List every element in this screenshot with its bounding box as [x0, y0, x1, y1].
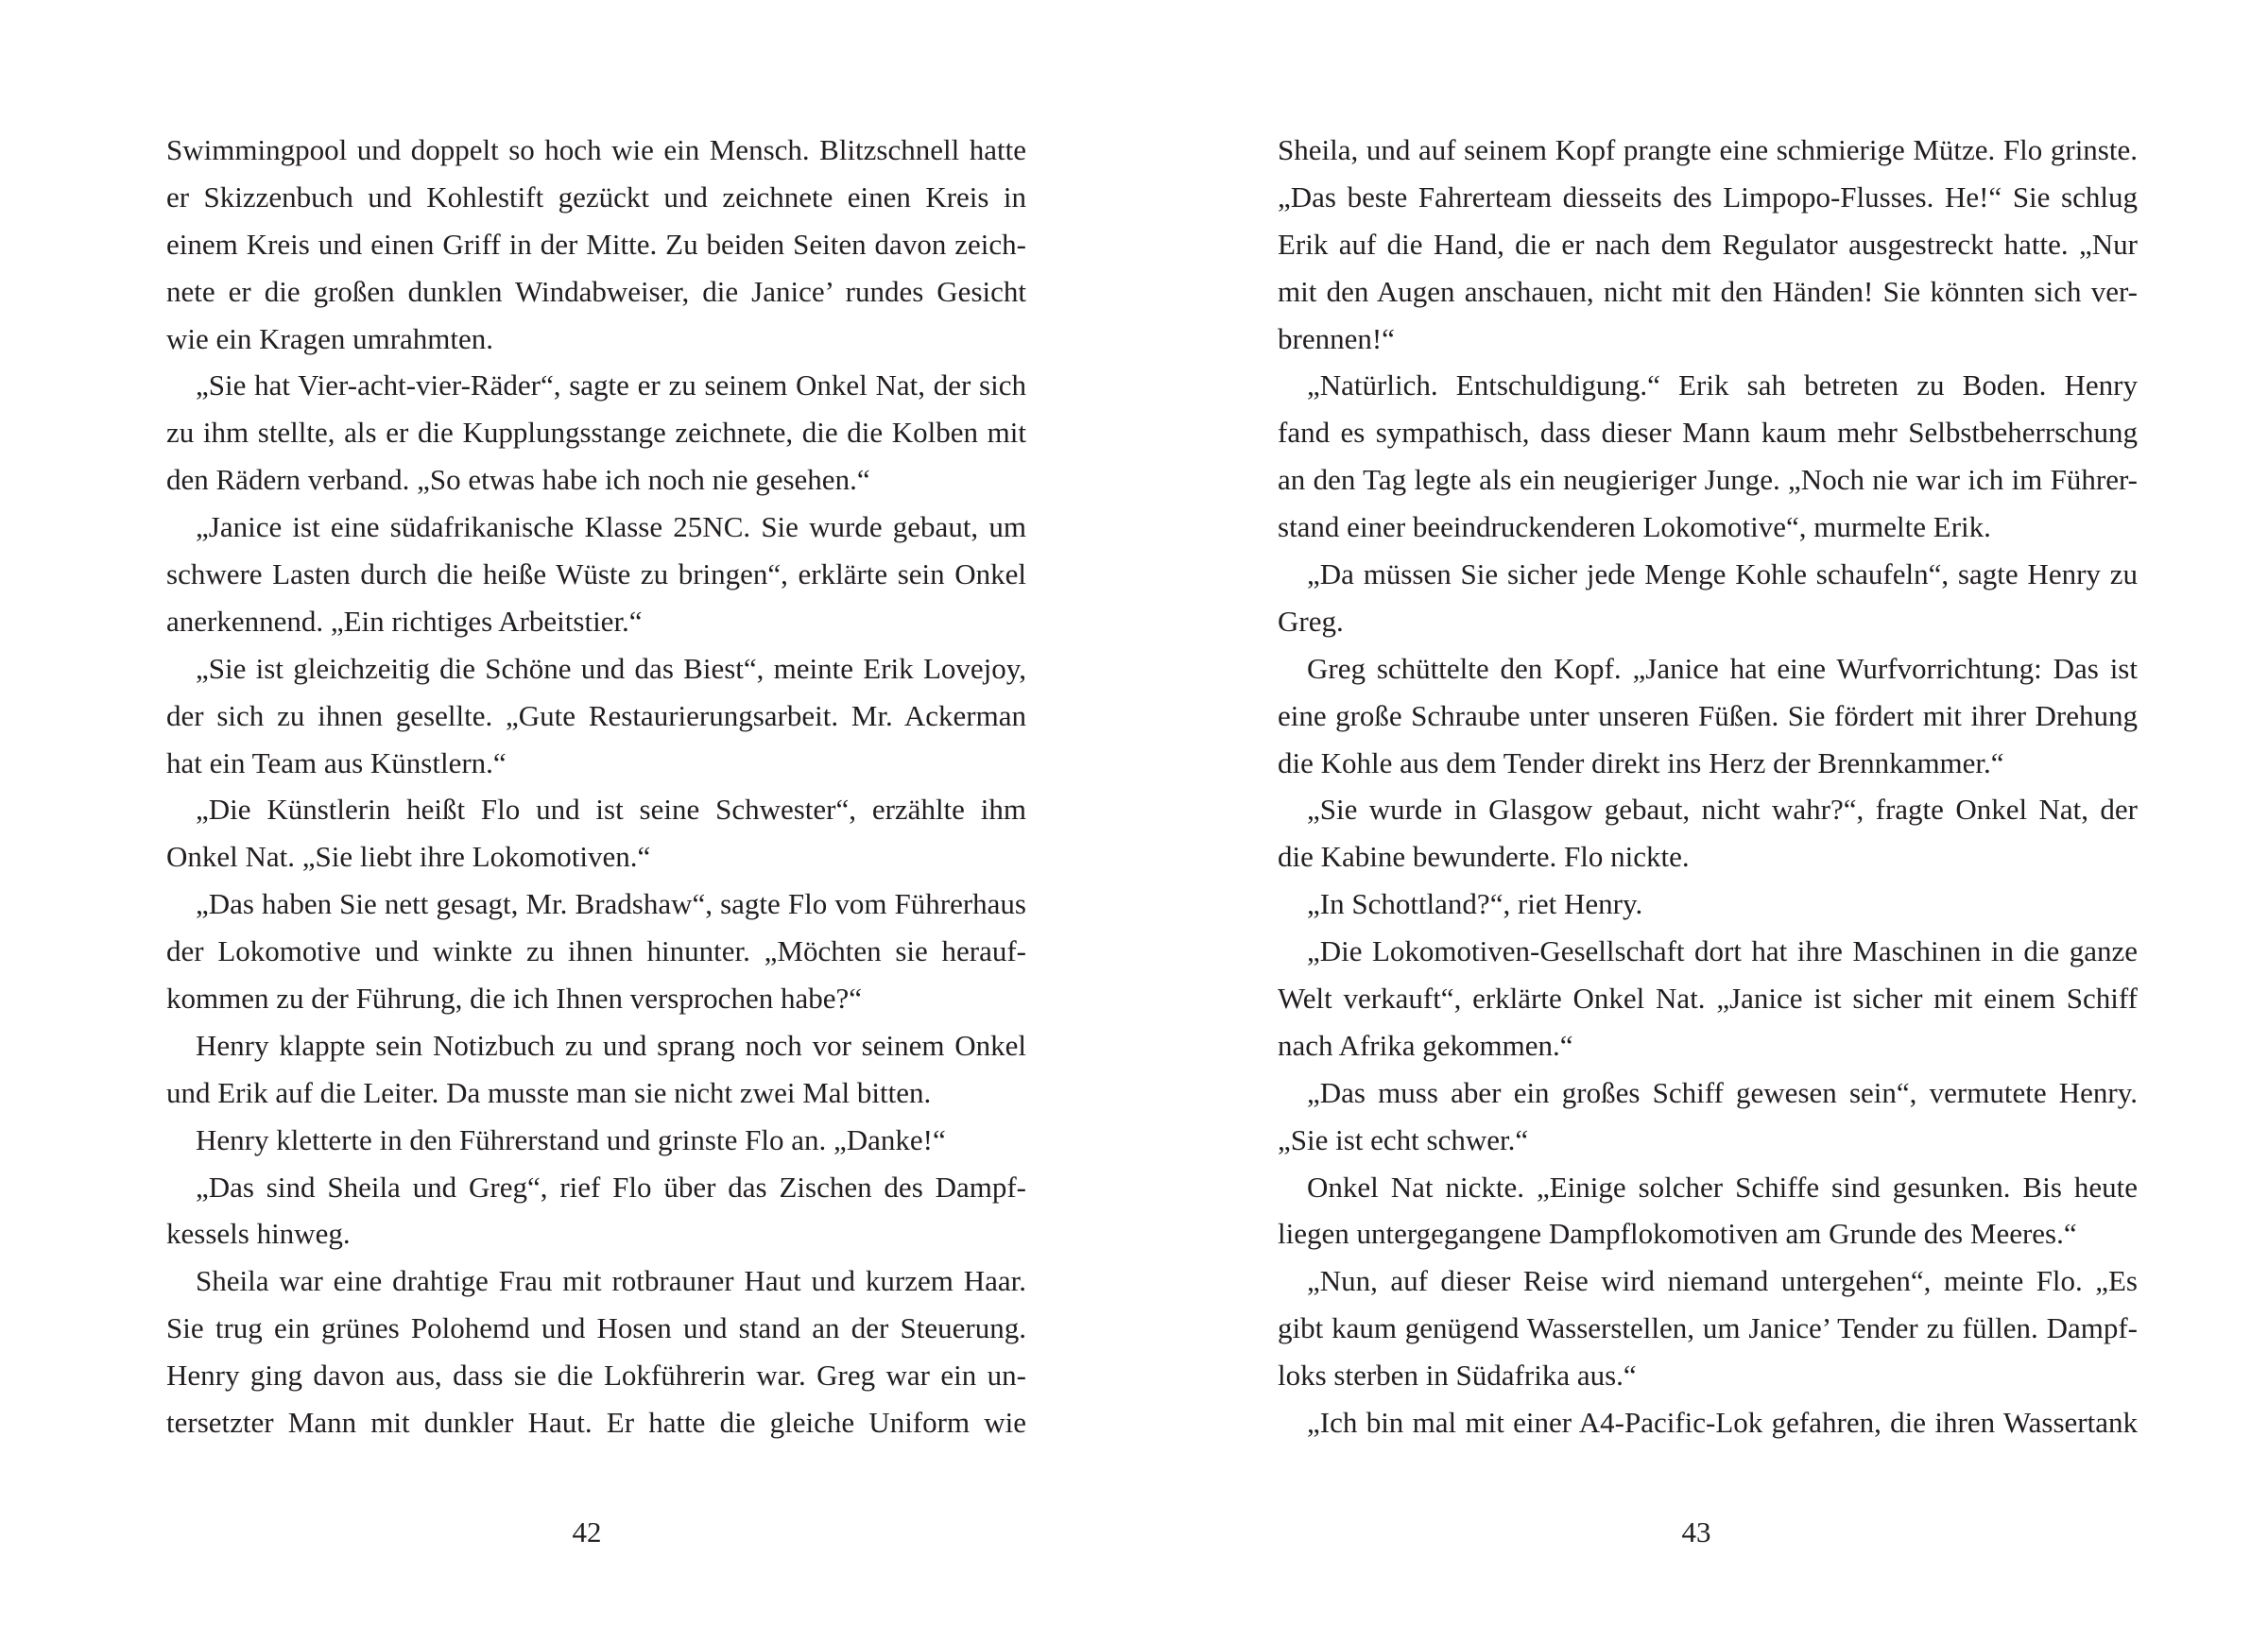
text-line: „Das sind Sheila und Greg“, rief Flo über das Zischen des Dampf- — [196, 1170, 1026, 1204]
text-line: „Ich bin mal mit einer A4-Pacific-Lok gefahren, die ihren Wassertank — [1307, 1406, 2138, 1440]
text-line: eine große Schraube unter unseren Füßen. Sie fördert mit ihrer Drehung — [1278, 698, 2138, 732]
right-page — [1134, 0, 2268, 1642]
text-line: kommen zu der Führung, die ich Ihnen versprochen habe?“ — [166, 982, 862, 1016]
text-line: einem Kreis und einen Griff in der Mitte. Zu beiden Seiten davon zeich- — [166, 227, 1026, 261]
text-line: „Natürlich. Entschuldigung.“ Erik sah betreten zu Boden. Henry — [1307, 368, 2138, 402]
text-line: Swimmingpool und doppelt so hoch wie ein Mensch. Blitzschnell hatte — [166, 133, 1026, 166]
text-line: zu ihm stellte, als er die Kupplungsstange zeichnete, die die Kolben mit — [166, 416, 1026, 450]
right-page-number: 43 — [1681, 1515, 1711, 1548]
text-line: „Nun, auf dieser Reise wird niemand untergehen“, meinte Flo. „Es — [1307, 1264, 2138, 1298]
text-line: „Da müssen Sie sicher jede Menge Kohle schaufeln“, sagte Henry zu — [1307, 557, 2138, 591]
text-line: hat ein Team aus Künstlern.“ — [166, 745, 507, 779]
left-page-text — [166, 127, 1026, 1446]
text-line: Sheila, und auf seinem Kopf prangte eine schmierige Mütze. Flo grinste. — [1278, 133, 2138, 166]
text-line: der sich zu ihnen gesellte. „Gute Restaurierungsarbeit. Mr. Ackerman — [166, 698, 1026, 732]
text-line: nete er die großen dunklen Windabweiser, die Janice’ rundes Gesicht — [166, 274, 1026, 308]
text-line: loks sterben in Südafrika aus.“ — [1278, 1359, 1637, 1393]
text-line: die Kabine bewunderte. Flo nickte. — [1278, 840, 1690, 874]
text-line: schwere Lasten durch die heiße Wüste zu bringen“, erklärte sein Onkel — [166, 557, 1026, 591]
text-line: liegen untergegangene Dampflokomotiven am Grunde des Meeres.“ — [1278, 1217, 2077, 1251]
text-line: fand es sympathisch, dass dieser Mann kaum mehr Selbstbeherrschung — [1278, 416, 2138, 450]
text-line: kessels hinweg. — [166, 1217, 351, 1251]
text-line: tersetzter Mann mit dunkler Haut. Er hatte die gleiche Uniform wie — [166, 1406, 1026, 1440]
text-line: Erik auf die Hand, die er nach dem Regulator ausgestreckt hatte. „Nur — [1278, 227, 2138, 261]
text-line: Greg schüttelte den Kopf. „Janice hat eine Wurfvorrichtung: Das ist — [1307, 651, 2138, 685]
right-page-text — [1278, 127, 2138, 1446]
text-line: „Sie hat Vier-acht-vier-Räder“, sagte er zu seinem Onkel Nat, der sich — [196, 368, 1026, 402]
left-page-number: 42 — [572, 1515, 602, 1548]
text-line: „Janice ist eine südafrikanische Klasse 25NC. Sie wurde gebaut, um — [196, 510, 1026, 544]
text-line: Welt verkauft“, erklärte Onkel Nat. „Janice ist sicher mit einem Schiff — [1278, 982, 2138, 1016]
text-line: Onkel Nat. „Sie liebt ihre Lokomotiven.“ — [166, 840, 651, 874]
text-line: an den Tag legte als ein neugieriger Junge. „Noch nie war ich im Führer- — [1278, 463, 2138, 497]
text-line: er Skizzenbuch und Kohlestift gezückt und zeichnete einen Kreis in — [166, 180, 1026, 214]
text-line: „Die Künstlerin heißt Flo und ist seine Schwester“, erzählte ihm — [196, 793, 1026, 827]
text-line: „Sie ist gleichzeitig die Schöne und das Biest“, meinte Erik Lovejoy, — [196, 651, 1026, 685]
text-line: gibt kaum genügend Wasserstellen, um Janice’ Tender zu füllen. Dampf- — [1278, 1311, 2138, 1345]
text-line: „Sie ist echt schwer.“ — [1278, 1122, 1529, 1156]
text-line: und Erik auf die Leiter. Da musste man sie nicht zwei Mal bitten. — [166, 1075, 932, 1109]
text-line: Sie trug ein grünes Polohemd und Hosen und stand an der Steuerung. — [166, 1311, 1026, 1345]
text-line: Henry klappte sein Notizbuch zu und sprang noch vor seinem Onkel — [196, 1028, 1026, 1062]
text-line: „Das haben Sie nett gesagt, Mr. Bradshaw“, sagte Flo vom Führerhaus — [196, 887, 1026, 921]
text-line: brennen!“ — [1278, 321, 1395, 355]
text-line: „In Schottland?“, riet Henry. — [1307, 887, 1643, 921]
text-line: die Kohle aus dem Tender direkt ins Herz der Brennkammer.“ — [1278, 745, 2004, 779]
text-line: anerkennend. „Ein richtiges Arbeitstier.“ — [166, 604, 643, 638]
text-line: Henry kletterte in den Führerstand und grinste Flo an. „Danke!“ — [196, 1122, 946, 1156]
text-line: Onkel Nat nickte. „Einige solcher Schiffe sind gesunken. Bis heute — [1307, 1170, 2138, 1204]
text-line: wie ein Kragen umrahmten. — [166, 321, 494, 355]
text-line: „Das muss aber ein großes Schiff gewesen sein“, vermutete Henry. — [1307, 1075, 2138, 1109]
text-line: nach Afrika gekommen.“ — [1278, 1028, 1573, 1062]
text-line: den Rädern verband. „So etwas habe ich noch nie gesehen.“ — [166, 463, 870, 497]
text-line: mit den Augen anschauen, nicht mit den Händen! Sie könnten sich ver- — [1278, 274, 2138, 308]
text-line: Henry ging davon aus, dass sie die Lokführerin war. Greg war ein un- — [166, 1359, 1026, 1393]
text-line: „Die Lokomotiven-Gesellschaft dort hat ihre Maschinen in die ganze — [1307, 934, 2138, 968]
text-line: Sheila war eine drahtige Frau mit rotbrauner Haut und kurzem Haar. — [196, 1264, 1026, 1298]
text-line: Greg. — [1278, 604, 1344, 638]
text-line: „Sie wurde in Glasgow gebaut, nicht wahr?“, fragte Onkel Nat, der — [1307, 793, 2138, 827]
text-line: der Lokomotive und winkte zu ihnen hinunter. „Möchten sie herauf- — [166, 934, 1026, 968]
text-line: „Das beste Fahrerteam diesseits des Limpopo-Flusses. He!“ Sie schlug — [1278, 180, 2138, 214]
text-line: stand einer beeindruckenderen Lokomotive“, murmelte Erik. — [1278, 510, 1991, 544]
